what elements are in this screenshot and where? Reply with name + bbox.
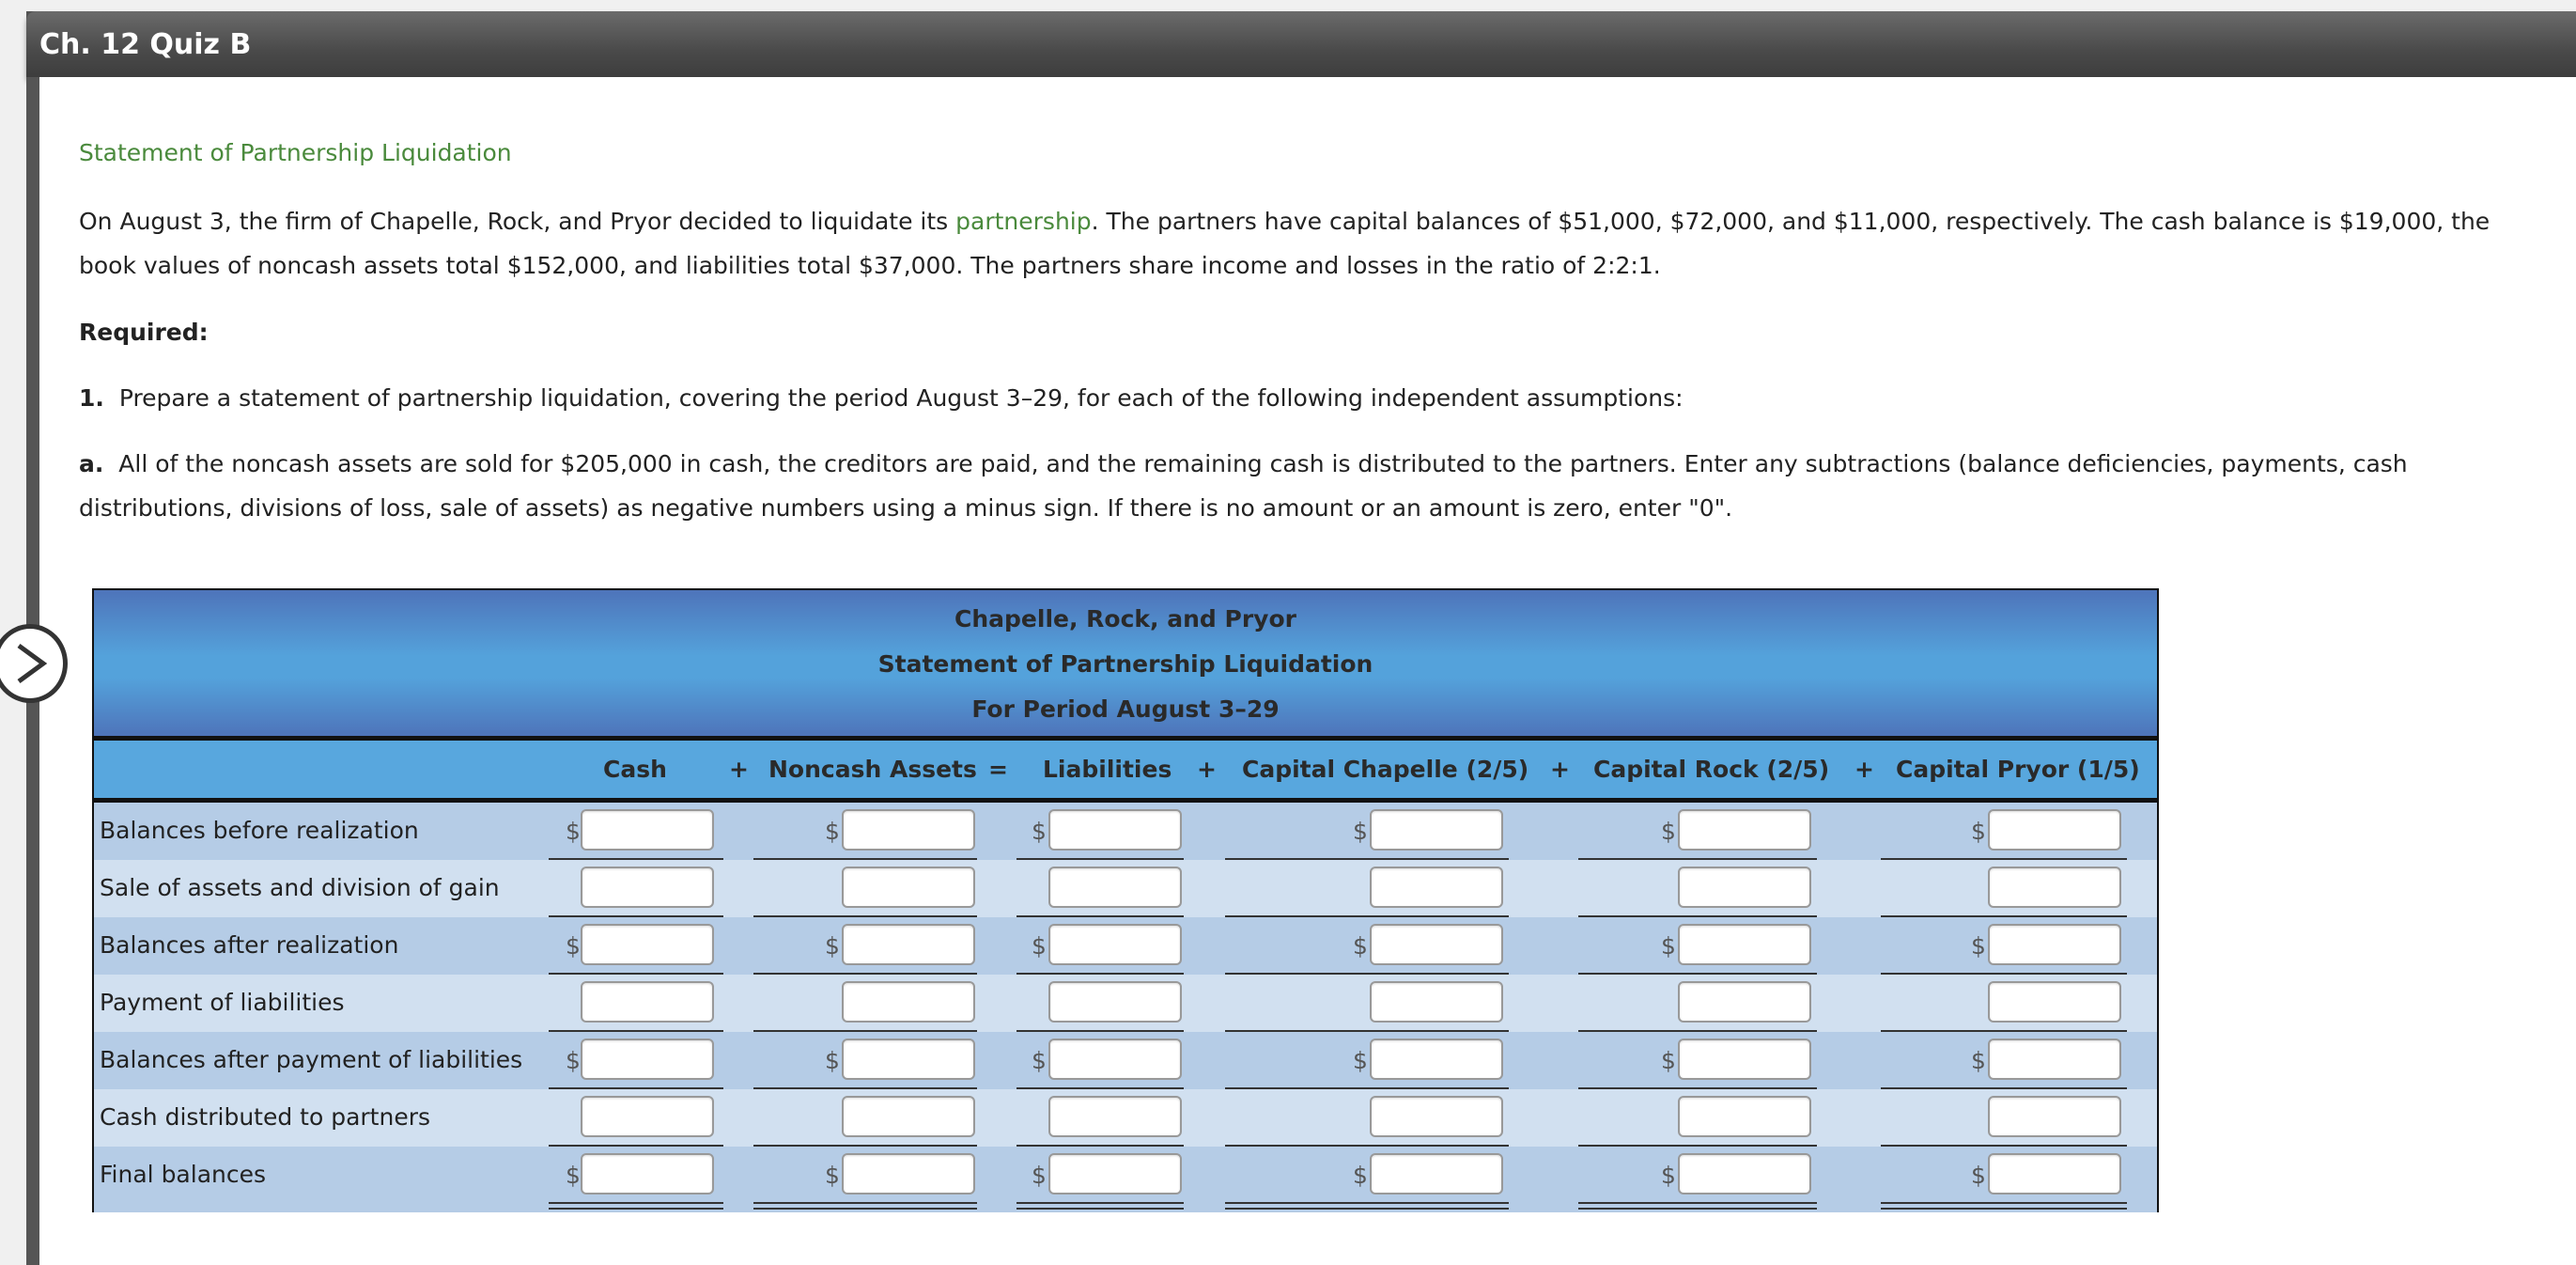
dollar-sign: $ [825,818,840,845]
dollar-sign: $ [825,932,840,960]
dollar-sign: $ [1032,1047,1047,1074]
column-headers [94,741,2157,803]
dollar-sign: $ [1353,932,1368,960]
cell-capital-pryor [94,1153,2157,1196]
dollar-sign: $ [1353,1047,1368,1074]
dollar-sign: $ [1661,1162,1676,1189]
dollar-sign: $ [566,1162,581,1189]
question-1 [79,376,2522,420]
dollar-sign: $ [1032,1162,1047,1189]
double-underline [1016,1202,1184,1210]
statement-row [94,975,2157,1032]
problem-intro [79,199,2522,288]
dollar-sign: $ [566,1047,581,1074]
col-equals: = [988,756,1008,783]
statement-row [94,1147,2157,1212]
col-capital-chapelle: Capital Chapelle (2/5) [1242,756,1529,783]
row-label: Final balances [100,1161,267,1188]
amount-input-capital-pryor[interactable] [1988,1039,2121,1080]
amount-input-capital-pryor[interactable] [1988,1153,2121,1195]
double-underline [753,1202,977,1210]
question-a-text: All of the noncash assets are sold for $205,000 in cash, the creditors are paid, and the remaining cash is distributed to the partners. Enter any subtractions (balance deficiencies, payments, cash distributions, divisions of loss, sale of assets) as negative numbers using a minus sign. If there is no amount or an amount is zero, enter "0". [79,450,2408,522]
col-plus-1: + [729,756,749,783]
required-label: Required: [79,319,209,346]
col-plus-3: + [1550,756,1570,783]
window-title: Ch. 12 Quiz B [39,28,252,61]
statement-company: Chapelle, Rock, and Pryor [954,605,1296,632]
dollar-sign: $ [1353,818,1368,845]
row-label: Balances after realization [100,931,399,959]
col-plus-2: + [1197,756,1217,783]
col-capital-rock: Capital Rock (2/5) [1593,756,1830,783]
statement-row [94,917,2157,975]
amount-input-capital-pryor[interactable] [1988,809,2121,851]
dollar-sign: $ [1032,932,1047,960]
row-label: Sale of assets and division of gain [100,874,500,901]
question-a [79,442,2522,530]
dollar-sign: $ [1353,1162,1368,1189]
double-underline [1578,1202,1817,1210]
double-underline [549,1202,723,1210]
dollar-sign: $ [566,932,581,960]
cell-capital-pryor [94,981,2157,1024]
statement-period: For Period August 3–29 [971,695,1280,723]
dollar-sign: $ [1971,932,1986,960]
dollar-sign: $ [1971,1047,1986,1074]
row-label: Balances after payment of liabilities [100,1046,523,1073]
cell-capital-pryor [94,924,2157,967]
statement-row [94,1089,2157,1147]
row-label: Cash distributed to partners [100,1103,431,1131]
intro-text-end: . The partners have capital balances of $51,000, $72,000, and $11,000, respectively. The cash balance is $19,000, the book values of noncash assets total $152,000, and liabilities total $37,000. The partners share income and losses in the ratio of 2:2:1. [79,208,2491,279]
statement-row [94,1032,2157,1089]
statement-row [94,803,2157,860]
question-1-text: Prepare a statement of partnership liquidation, covering the period August 3–29, for each of the following independent assumptions: [118,384,1684,412]
cell-capital-pryor [94,867,2157,910]
amount-input-capital-pryor[interactable] [1988,924,2121,965]
dollar-sign: $ [1032,818,1047,845]
liquidation-statement [92,588,2159,1212]
amount-input-capital-pryor[interactable] [1988,1096,2121,1137]
dollar-sign: $ [1661,1047,1676,1074]
partnership-link[interactable]: partnership [955,208,1092,235]
statement-header [94,590,2157,741]
dollar-sign: $ [825,1047,840,1074]
double-underline [1881,1202,2127,1210]
double-underline [1225,1202,1509,1210]
cell-capital-pryor [94,809,2157,852]
amount-input-capital-pryor[interactable] [1988,867,2121,908]
problem-heading: Statement of Partnership Liquidation [79,139,512,166]
question-1-number: 1. [79,384,104,412]
col-liabilities: Liabilities [1043,756,1172,783]
dollar-sign: $ [1661,932,1676,960]
statement-row [94,860,2157,917]
dollar-sign: $ [825,1162,840,1189]
window-titlebar [26,11,2576,77]
col-plus-4: + [1854,756,1874,783]
question-a-letter: a. [79,450,104,477]
amount-input-capital-pryor[interactable] [1988,981,2121,1023]
cell-capital-pryor [94,1039,2157,1082]
chevron-right-icon [11,642,49,685]
intro-text-start: On August 3, the firm of Chapelle, Rock, and Pryor decided to liquidate its [79,208,956,235]
dollar-sign: $ [1971,1162,1986,1189]
row-label: Balances before realization [100,817,419,844]
col-cash: Cash [603,756,667,783]
dollar-sign: $ [566,818,581,845]
dollar-sign: $ [1971,818,1986,845]
row-label: Payment of liabilities [100,989,345,1016]
col-capital-pryor: Capital Pryor (1/5) [1896,756,2140,783]
cell-capital-pryor [94,1096,2157,1139]
statement-title: Statement of Partnership Liquidation [877,650,1373,678]
dollar-sign: $ [1661,818,1676,845]
col-noncash-assets: Noncash Assets [768,756,977,783]
